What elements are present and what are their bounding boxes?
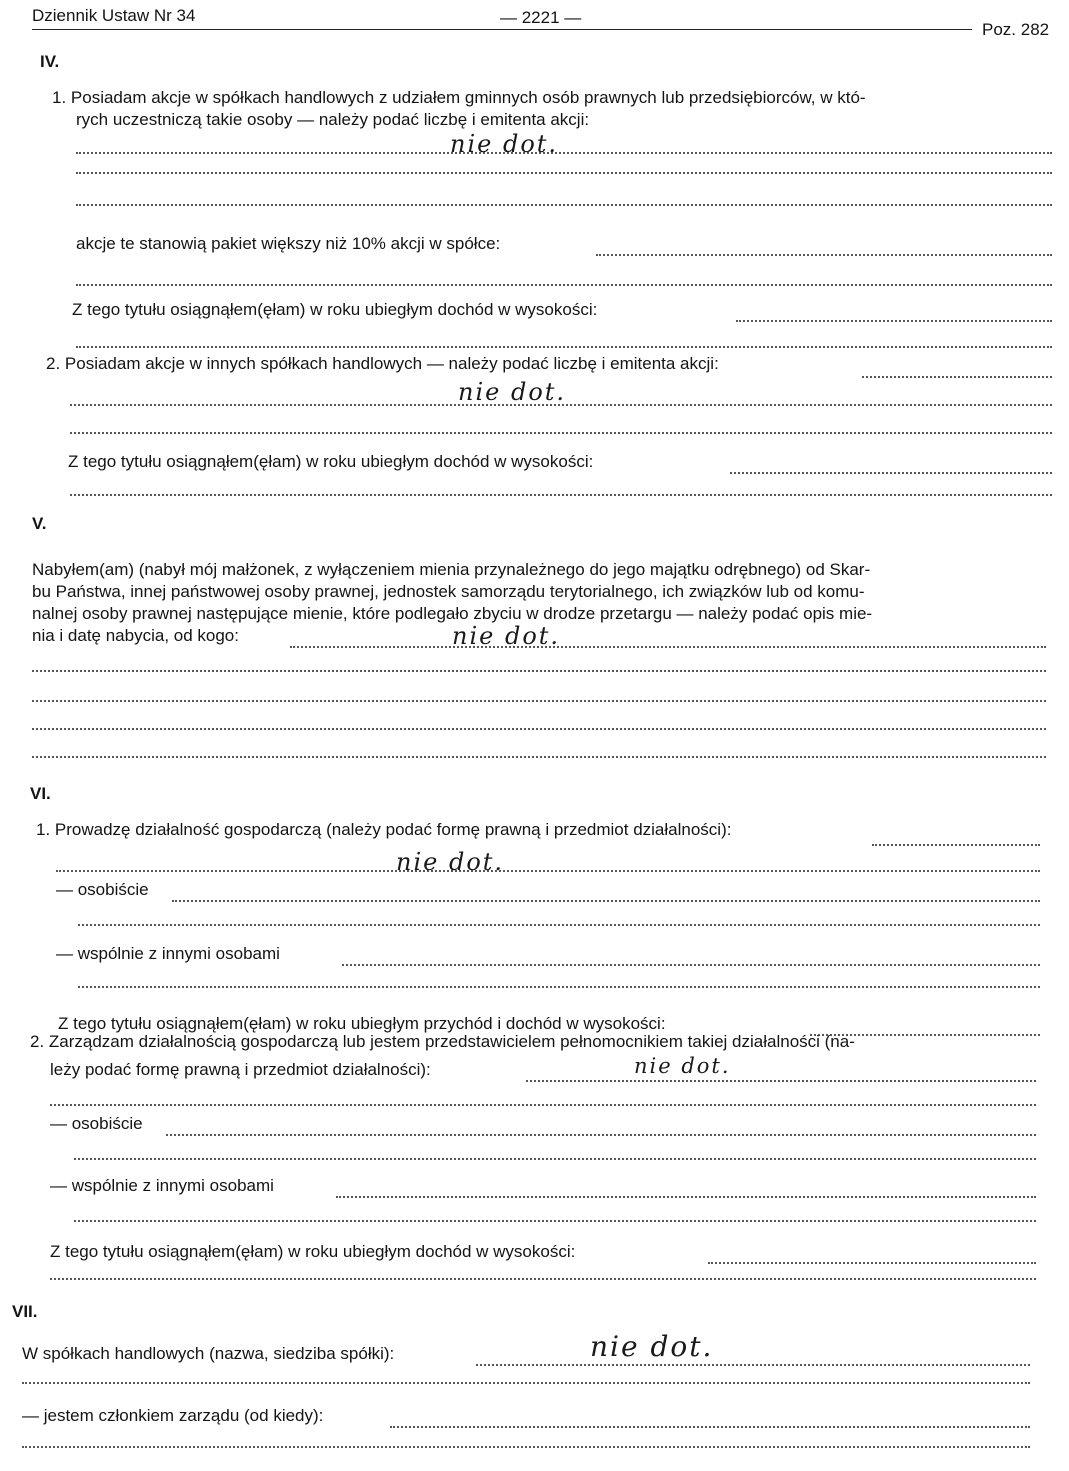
handwritten-answer: nie dot. [458, 378, 567, 406]
journal-title: Dziennik Ustaw Nr 34 [32, 6, 196, 25]
fill-line [70, 432, 1052, 434]
fill-line [70, 404, 1052, 406]
fill-line [50, 1104, 1036, 1106]
fill-line [32, 670, 1046, 672]
fill-line [476, 1364, 1030, 1366]
fill-line [872, 844, 1040, 846]
fill-line [708, 1262, 1036, 1264]
fill-line [862, 376, 1052, 378]
s6-p1-income: Z tego tytułu osiągnąłem(ęłam) w roku ubiegłym przychód i dochód w wysokości: [58, 1014, 666, 1033]
fill-line [390, 1426, 1030, 1428]
s4-p2-income: Z tego tytułu osiągnąłem(ęłam) w roku ubiegłym dochód w wysokości: [68, 452, 594, 471]
s6-p2-line2: leży podać formę prawną i przedmiot działalności): [50, 1060, 431, 1079]
fill-line [526, 1080, 1036, 1082]
handwritten-answer: nie dot. [396, 848, 505, 876]
fill-line [290, 646, 1046, 648]
s4-p2-line1: 2. Posiadam akcje w innych spółkach handlowych — należy podać liczbę i emitenta akcji: [46, 354, 719, 373]
fill-line [32, 756, 1046, 758]
fill-line [74, 1158, 1036, 1160]
section-vii-title: VII. [12, 1302, 38, 1321]
fill-line [336, 1196, 1036, 1198]
s5-line2: bu Państwa, innej państwowej osoby prawnej, jednostek samorządu terytorialnego, ich związków lub od komu- [32, 582, 865, 601]
fill-line [736, 320, 1052, 322]
s5-line3: nalnej osoby prawnej następujące mienie, które podlegało zbyciu w drodze przetargu — należy podać opis mie- [32, 604, 873, 623]
fill-line [32, 728, 1046, 730]
fill-line [76, 172, 1052, 174]
fill-line [76, 204, 1052, 206]
s4-p1-income: Z tego tytułu osiągnąłem(ęłam) w roku ubiegłym dochód w wysokości: [72, 300, 598, 319]
fill-line [22, 1382, 1030, 1384]
handwritten-answer: nie dot. [590, 1330, 714, 1363]
s6-p2-joint: — wspólnie z innymi osobami [50, 1176, 274, 1195]
fill-line [76, 284, 1052, 286]
fill-line [76, 346, 1052, 348]
s5-line4: nia i datę nabycia, od kogo: [32, 626, 239, 645]
section-vi-title: VI. [30, 784, 51, 803]
section-v-title: V. [32, 514, 47, 533]
fill-line [78, 986, 1040, 988]
fill-line [172, 900, 1040, 902]
fill-line [730, 472, 1052, 474]
fill-line [76, 152, 1052, 154]
fill-line [70, 494, 1052, 496]
fill-line [342, 964, 1040, 966]
handwritten-answer: nie dot. [452, 622, 561, 650]
page-number: — 2221 — [500, 8, 582, 27]
s6-p1-joint: — wspólnie z innymi osobami [56, 944, 280, 963]
s6-p2-income: Z tego tytułu osiągnąłem(ęłam) w roku ubiegłym dochód w wysokości: [50, 1242, 576, 1261]
handwritten-answer: nie dot. [450, 130, 559, 158]
fill-line [596, 254, 1052, 256]
fill-line [78, 924, 1040, 926]
handwritten-answer: nie dot. [634, 1054, 731, 1078]
s6-p1-line1: 1. Prowadzę działalność gospodarczą (należy podać formę prawną i przedmiot działalności): [36, 820, 732, 839]
section-iv-title: IV. [40, 52, 60, 71]
s6-p2-personal: — osobiście [50, 1114, 143, 1133]
s4-p1-line1: 1. Posiadam akcje w spółkach handlowych z udziałem gminnych osób prawnych lub przedsiębiorców, w któ- [52, 88, 866, 107]
s6-p2-line1: 2. Zarządzam działalnością gospodarczą lub jestem przedstawicielem pełnomocnikiem takiej działalności (na- [30, 1032, 855, 1051]
header-rule [32, 29, 972, 30]
s4-p1-packet: akcje te stanowią pakiet większy niż 10% akcji w spółce: [76, 234, 501, 253]
s4-p1-line2: rych uczestniczą takie osoby — należy podać liczbę i emitenta akcji: [76, 110, 590, 129]
s6-p1-personal: — osobiście [56, 880, 149, 899]
fill-line [22, 1446, 1030, 1448]
s5-line1: Nabyłem(am) (nabył mój małżonek, z wyłączeniem mienia przynależnego do jego majątku odrębnego) od Skar- [32, 560, 871, 579]
fill-line [32, 700, 1046, 702]
s7-line1: W spółkach handlowych (nazwa, siedziba spółki): [22, 1344, 395, 1363]
fill-line [50, 1278, 1036, 1280]
fill-line [166, 1134, 1036, 1136]
position-number: Poz. 282 [982, 20, 1050, 39]
fill-line [56, 870, 1040, 872]
fill-line [74, 1220, 1036, 1222]
s7-board: — jestem członkiem zarządu (od kiedy): [22, 1406, 324, 1425]
